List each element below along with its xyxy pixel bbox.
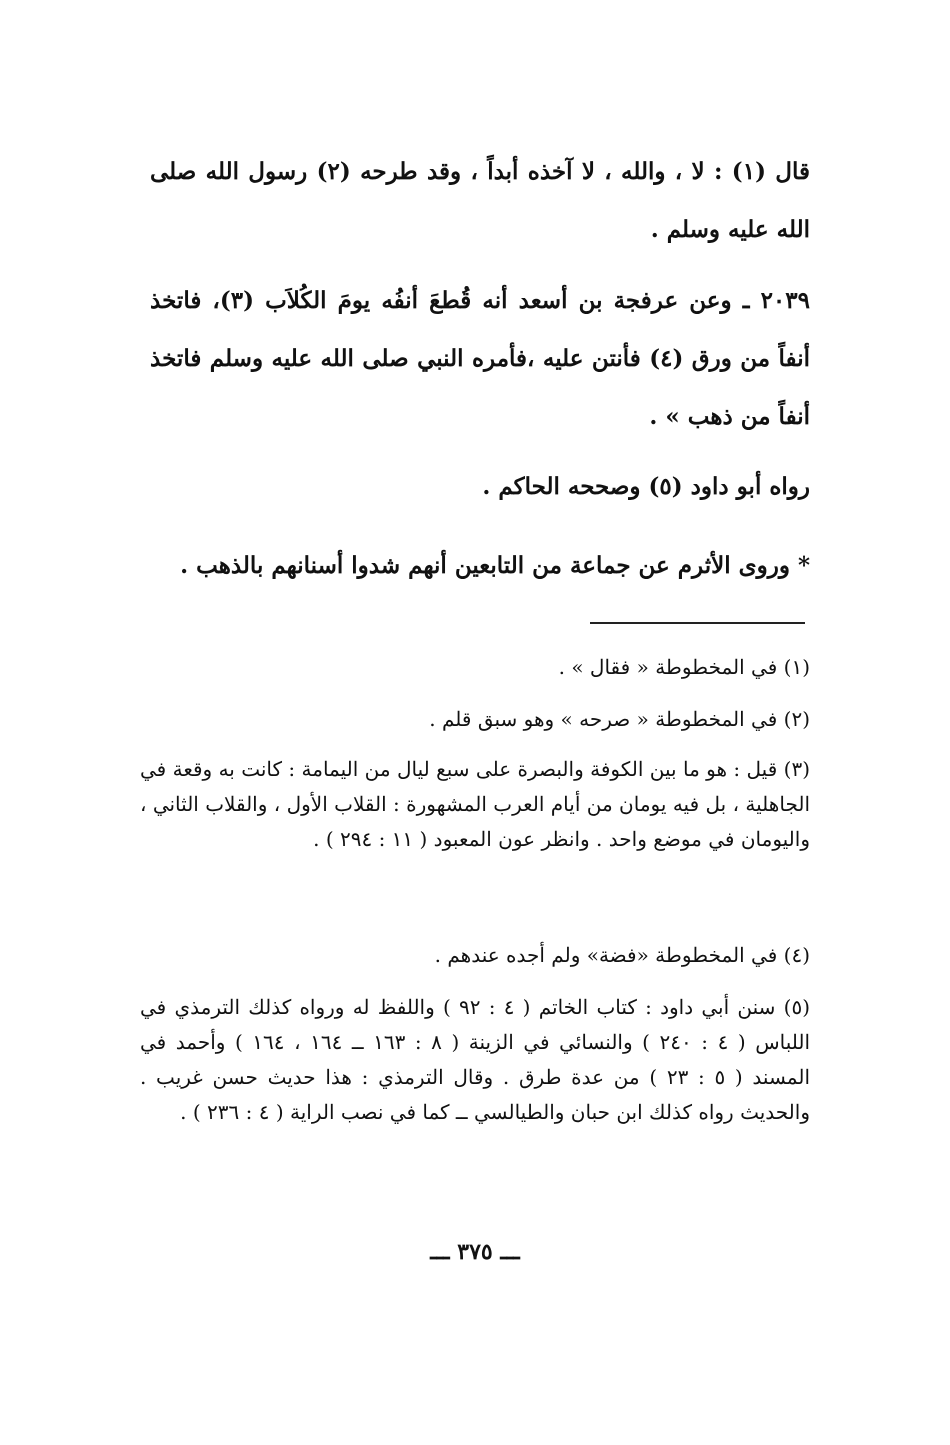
athram-narration-paragraph: * وروى الأثرم عن جماعة من التابعين أنهم شدوا أسنانهم بالذهب . xyxy=(180,552,810,579)
body-paragraph-1: قال (١) : لا ، والله ، لا آخذه أبداً ، وقد طرحه (٢) رسول الله صلى الله عليه وسلم . xyxy=(150,158,810,243)
narration-source-paragraph: رواه أبو داود (٥) وصححه الحاكم . xyxy=(482,473,810,500)
footnote-separator xyxy=(590,622,805,624)
footnote-4: (٤) في المخطوطة «فضة» ولم أجده عندهم . xyxy=(434,943,810,967)
footnote-3: (٣) قيل : هو ما بين الكوفة والبصرة على سبع ليال من اليمامة : كانت به وقعة في الجاهلية ، بل فيه يومان من أيام العرب المشهورة : القلاب الأول ، والقلاب الثاني ، واليومان في موضع واحد . وانظر عون المعبود ( ١١ : ٢٩٤ ) . xyxy=(140,757,810,851)
footnote-1: (١) في المخطوطة « فقال » . xyxy=(558,655,810,679)
footnote-5: (٥) سنن أبي داود : كتاب الخاتم ( ٤ : ٩٢ ) واللفظ له ورواه كذلك الترمذي في اللباس ( ٤ : ٢٤٠ ) والنسائي في الزينة ( ٨ : ١٦٣ ــ ١٦٤ ، ١٦٤ ) وأحمد في المسند ( ٥ : ٢٣ ) من عدة طرق . وقال الترمذي : هذا حديث حسن غريب . والحديث رواه كذلك ابن حبان والطيالسي ــ كما في نصب الراية ( ٤ : ٢٣٦ ) . xyxy=(140,995,811,1124)
footnote-2: (٢) في المخطوطة « صرحه » وهو سبق قلم . xyxy=(429,707,810,731)
page-number: ـــ ٣٧٥ ـــ xyxy=(430,1239,520,1265)
hadith-2039-paragraph: ٢٠٣٩ ـ وعن عرفجة بن أسعد أنه قُطعَ أنفُه يومَ الكُلاَب (٣)، فاتخذ أنفاً من ورق (٤) فأنتن عليه ،فأمره النبي صلى الله عليه وسلم فاتخذ أنفاً من ذهب » . xyxy=(150,287,810,430)
